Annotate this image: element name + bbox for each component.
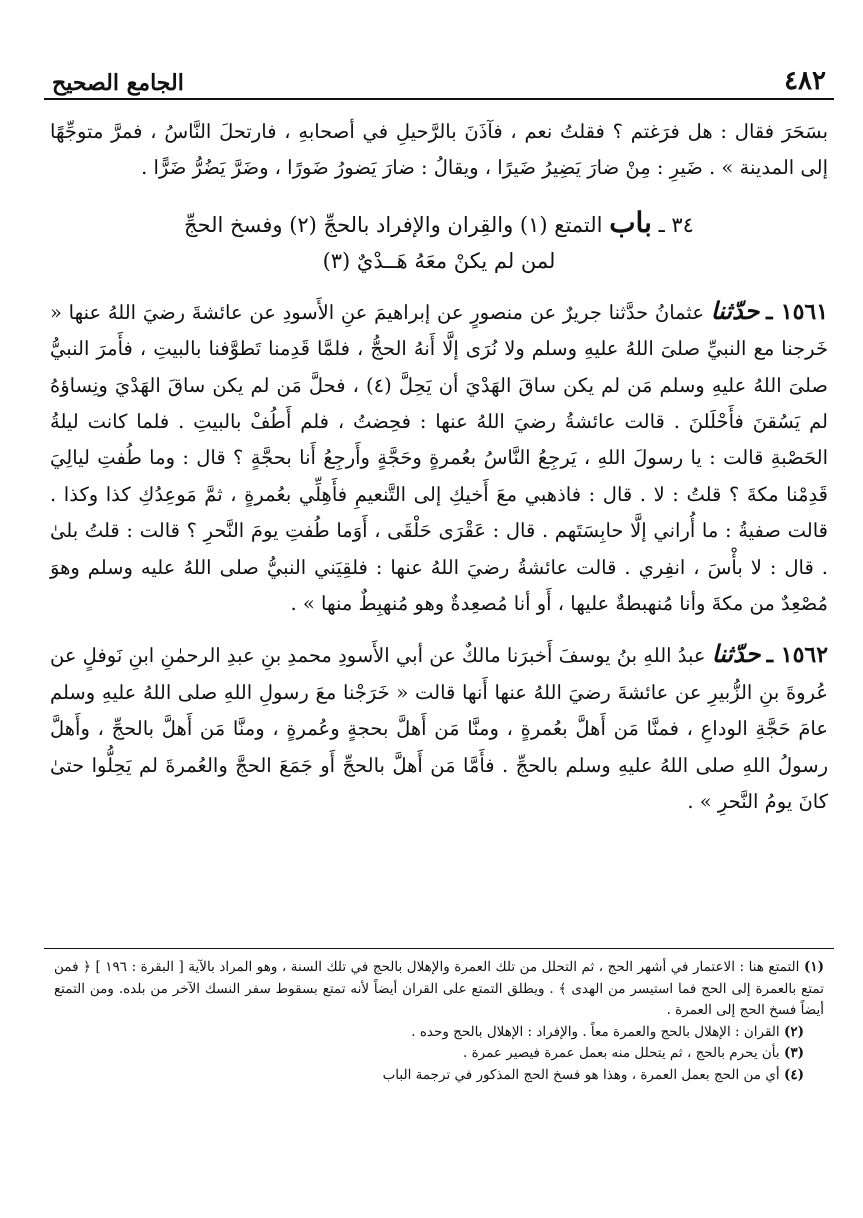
footnote-3 — [44, 1043, 834, 1065]
chapter-title-line-1 — [44, 205, 834, 243]
chapter-label: باب — [609, 205, 652, 239]
hadith-text: عبدُ اللهِ بنُ يوسفَ أَخبرَنا مالكٌ عن أبي الأَسودِ محمدِ بنِ عبدِ الرحمٰنِ ابنِ نَوفلٍ عن عُروةَ بنِ الزُّبيرِ عن عائشةَ رضيَ اللهُ عنها أَنها قالت « خَرَجْنا معَ رسولِ اللهِ صلى اللهُ عليهِ وسلم عامَ حَجَّةِ الوداعِ ، فمنَّا مَن أَهلَّ بعُمرةٍ ، ومنَّا مَن أَهلَّ بحجةٍ وعُمرةٍ ، ومنَّا مَن أَهلَّ بالحجِّ ، وأَهلَّ رسولُ اللهِ صلى اللهُ عليهِ وسلم بالحجِّ . فأَمَّا مَن أَهلَّ بالحجِّ أَو جَمَعَ الحجَّ والعُمرةَ لم يَحِلُّوا حتىٰ كانَ يومُ النَّحرِ » . — [50, 644, 828, 814]
hadith-opening: حدّثنا — [710, 295, 760, 325]
footnote-text: التمتع هنا : الاعتمار في أشهر الحج ، ثم التحلل من تلك العمرة والإهلال بالحج في تلك السنة ، وهو المراد بالآية [ البقرة : ١٩٦ ] ﴿ فمن تمتع بالعمرة إلى الحج فما استيسر من الهدى ﴾ . ويطلق التمتع على القران أيضاً لأنه تمتع بسقوط سفر النسك الآخر من بلده. ومن التمتع أيضاً فسخ الحج إلى العمرة . — [54, 959, 824, 1018]
hadith-1562 — [44, 636, 834, 820]
footnote-2 — [44, 1022, 834, 1044]
chapter-heading — [44, 205, 834, 279]
footnotes — [44, 948, 834, 1086]
footnote-text: أي من الحج بعمل العمرة ، وهذا هو فسخ الحج المذكور في ترجمة الباب — [382, 1066, 780, 1083]
hadith-opening: حدّثنا — [711, 639, 761, 669]
footnote-text: بأن يحرم بالحج ، ثم يتحلل منه بعمل عمرة فيصير عمرة . — [462, 1045, 780, 1061]
chapter-number: ٣٤ ـ — [658, 212, 694, 237]
footnote-divider — [44, 948, 834, 949]
footnote-number: (٢) — [783, 1023, 804, 1040]
page — [44, 58, 834, 821]
page-header — [44, 58, 834, 100]
page-number: ٤٨٢ — [784, 66, 826, 96]
footnote-text: القران : الإهلال بالحج والعمرة معاً . والإفراد : الإهلال بالحج وحده . — [411, 1023, 780, 1040]
book-title: الجامع الصحيح — [52, 70, 184, 96]
hadith-1561 — [44, 293, 834, 623]
footnote-1 — [44, 957, 834, 1022]
chapter-title-line-2: لمن لم يكنْ معَهُ هَــدْيٌ (٣) — [322, 248, 556, 273]
hadith-text: عثمانُ حدَّثنا جريرٌ عن منصورٍ عن إبراهيمَ عنِ الأَسودِ عن عائشةَ رضيَ اللهُ عنها « خَرجنا مع النبيِّ صلىَ اللهُ عليهِ وسلم ولا نُرَى إلَّا أَنهُ الحجُّ ، فلمَّا قَدِمنا تَطوَّفنا بالبيتِ ، فأَمرَ النبيُّ صلىَ اللهُ عليهِ وسلم مَن لم يكن ساقَ الهَدْيَ أن يَحِلَّ (٤) ، فحلَّ مَن لم يكن ساقَ الهَدْيَ ونِساؤهُ لم يَسُقنَ فأَحْلَلنَ . قالت عائشةُ رضيَ اللهُ عنها : فحِضتُ ، فلم أَطُفْ بالبيتِ . فلما كانت ليلةُ الحَصْبةِ قالت : يا رسولَ اللهِ ، يَرجِعُ النَّاسُ بعُمرةٍ وحَجَّةٍ وأَرجِعُ أَنا بحجَّةٍ ؟ قال : وما طُفتِ ليالِيَ قَدِمْنا مكةَ ؟ قلتُ : لا . قال : فاذهبي معَ أَخيكِ إلى التَّنعيمِ فأَهِلِّي بعُمرةٍ ، ثمَّ مَوعِدُكِ كذا وكذا . قالت صفيةُ : ما أُراني إلَّا حابِسَتَهم . قال : عَقْرَى حَلْقَى ، أَوَما طُفتِ يومَ النَّحرِ ؟ قالت : قلتُ بلىٰ . قال : لا بأْسَ ، انفِري . قالت عائشةُ رضيَ اللهُ عنها : فلقِيَني النبيُّ صلى اللهُ عليه وسلم وهوَ مُصْعِدٌ من مكةَ وأنا مُنهبطةٌ عليها ، أَو أنا مُصعِدةٌ وهو مُنهبِطٌ منها » . — [50, 300, 828, 616]
footnote-number: (٣) — [783, 1045, 804, 1061]
footnote-number: (٤) — [783, 1066, 804, 1083]
chapter-title: التمتع (١) والقِران والإفراد بالحجِّ (٢) وفسخ الحجِّ — [184, 212, 603, 237]
opening-paragraph: بسَحَرَ فقال : هل فرَغتم ؟ فقلتُ نعم ، فآذَنَ بالرَّحيلِ في أصحابهِ ، فارتحلَ النَّاسُ ، فمرَّ متوجِّهًا إلى المدينة » . ضَيرِ : مِنْ ضارَ يَضِيرُ ضَيرًا ، ويقالُ : ضارَ يَضورُ ضَورًا ، وضَرَّ يَضُرُّ ضَرًّا . — [50, 120, 828, 180]
hadith-number: ١٥٦١ ـ — [766, 298, 829, 325]
hadith-number: ١٥٦٢ ـ — [766, 642, 829, 669]
footnote-4 — [44, 1065, 834, 1087]
footnote-number: (١) — [803, 959, 825, 975]
